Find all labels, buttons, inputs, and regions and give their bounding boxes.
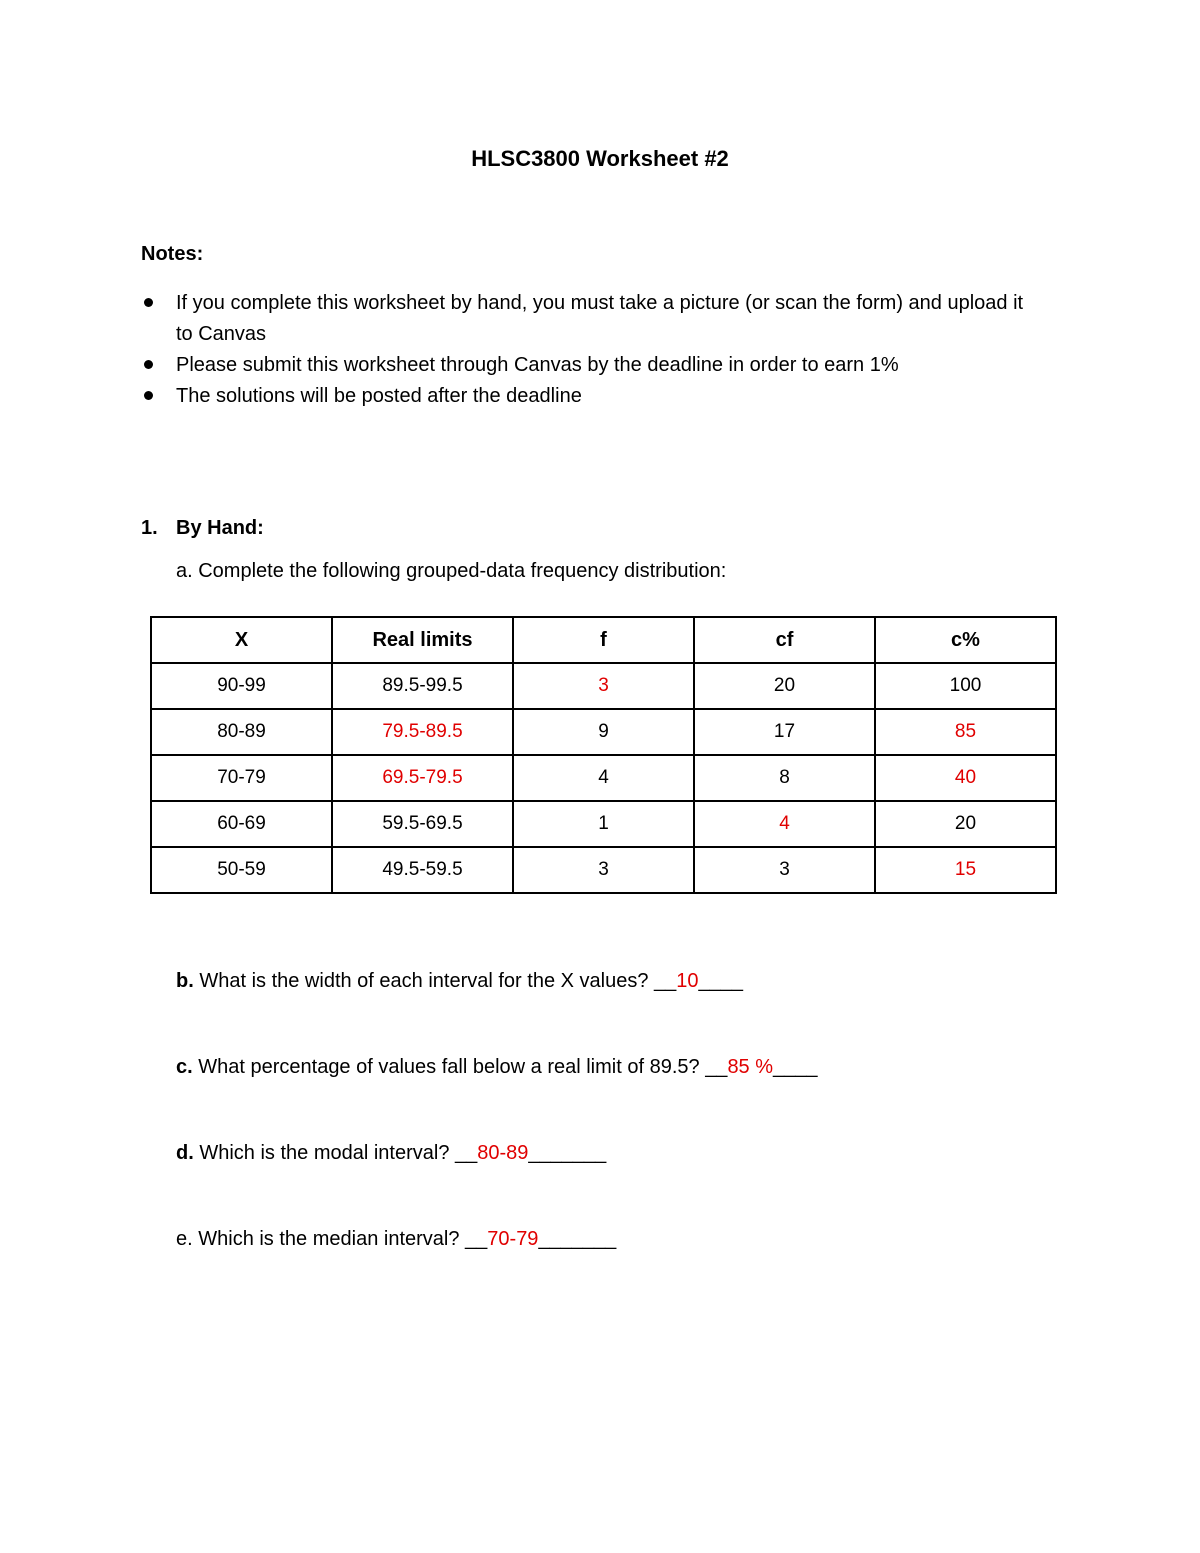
question-d: d. Which is the modal interval? __80-89_______ bbox=[176, 1142, 607, 1164]
table-cell: 89.5-99.5 bbox=[332, 663, 513, 709]
answer-b[interactable]: 10 bbox=[676, 970, 699, 992]
question-title: By Hand: bbox=[176, 517, 264, 539]
table-cell: 50-59 bbox=[151, 847, 332, 893]
table-cell: 3 bbox=[513, 847, 694, 893]
table-cell: 70-79 bbox=[151, 755, 332, 801]
question-number: 1. bbox=[141, 517, 158, 539]
table-cell[interactable]: 85 bbox=[875, 709, 1056, 755]
column-header: X bbox=[151, 617, 332, 663]
table-cell: 90-99 bbox=[151, 663, 332, 709]
table-header-row bbox=[151, 617, 1056, 663]
page-title: HLSC3800 Worksheet #2 bbox=[471, 146, 729, 171]
column-header: cf bbox=[694, 617, 875, 663]
list-item: Please submit this worksheet through Canvas by the deadline in order to earn 1% bbox=[141, 350, 1041, 381]
table-body bbox=[151, 663, 1056, 893]
table-cell: 49.5-59.5 bbox=[332, 847, 513, 893]
table-cell: 59.5-69.5 bbox=[332, 801, 513, 847]
answer-e[interactable]: 70-79 bbox=[487, 1228, 539, 1250]
column-header: c% bbox=[875, 617, 1056, 663]
table-cell[interactable]: 15 bbox=[875, 847, 1056, 893]
question-1a-text: a. Complete the following grouped-data frequency distribution: bbox=[176, 560, 727, 582]
table-cell: 3 bbox=[694, 847, 875, 893]
table-cell[interactable]: 40 bbox=[875, 755, 1056, 801]
table-cell: 17 bbox=[694, 709, 875, 755]
table-row bbox=[151, 755, 1056, 801]
table-cell[interactable]: 3 bbox=[513, 663, 694, 709]
table-cell: 100 bbox=[875, 663, 1056, 709]
bullet-icon bbox=[144, 360, 153, 369]
table-row bbox=[151, 847, 1056, 893]
table-row bbox=[151, 663, 1056, 709]
table-cell[interactable]: 79.5-89.5 bbox=[332, 709, 513, 755]
bullet-icon bbox=[144, 298, 153, 307]
table-cell: 20 bbox=[694, 663, 875, 709]
answer-c[interactable]: 85 % bbox=[727, 1056, 774, 1078]
table-row bbox=[151, 801, 1056, 847]
list-item: If you complete this worksheet by hand, you must take a picture (or scan the form) and upload it to Canvas bbox=[141, 288, 1041, 350]
table-cell: 8 bbox=[694, 755, 875, 801]
bullet-icon bbox=[144, 391, 153, 400]
question-c: c. What percentage of values fall below a real limit of 89.5? __85 %____ bbox=[176, 1056, 818, 1078]
list-item: The solutions will be posted after the deadline bbox=[141, 381, 1041, 412]
column-header: f bbox=[513, 617, 694, 663]
table-cell[interactable]: 69.5-79.5 bbox=[332, 755, 513, 801]
table-cell: 9 bbox=[513, 709, 694, 755]
notes-list bbox=[141, 288, 1041, 412]
table-cell: 1 bbox=[513, 801, 694, 847]
table-row bbox=[151, 709, 1056, 755]
frequency-table bbox=[150, 616, 1057, 894]
column-header: Real limits bbox=[332, 617, 513, 663]
question-e: e. Which is the median interval? __70-79_______ bbox=[176, 1228, 617, 1250]
notes-heading: Notes: bbox=[141, 243, 204, 265]
question-1-heading bbox=[141, 517, 264, 540]
table-cell: 4 bbox=[513, 755, 694, 801]
table-cell: 80-89 bbox=[151, 709, 332, 755]
answer-d[interactable]: 80-89 bbox=[477, 1142, 529, 1164]
table-cell: 60-69 bbox=[151, 801, 332, 847]
question-b: b. What is the width of each interval for the X values? __10____ bbox=[176, 970, 744, 992]
table-cell[interactable]: 4 bbox=[694, 801, 875, 847]
table-cell: 20 bbox=[875, 801, 1056, 847]
